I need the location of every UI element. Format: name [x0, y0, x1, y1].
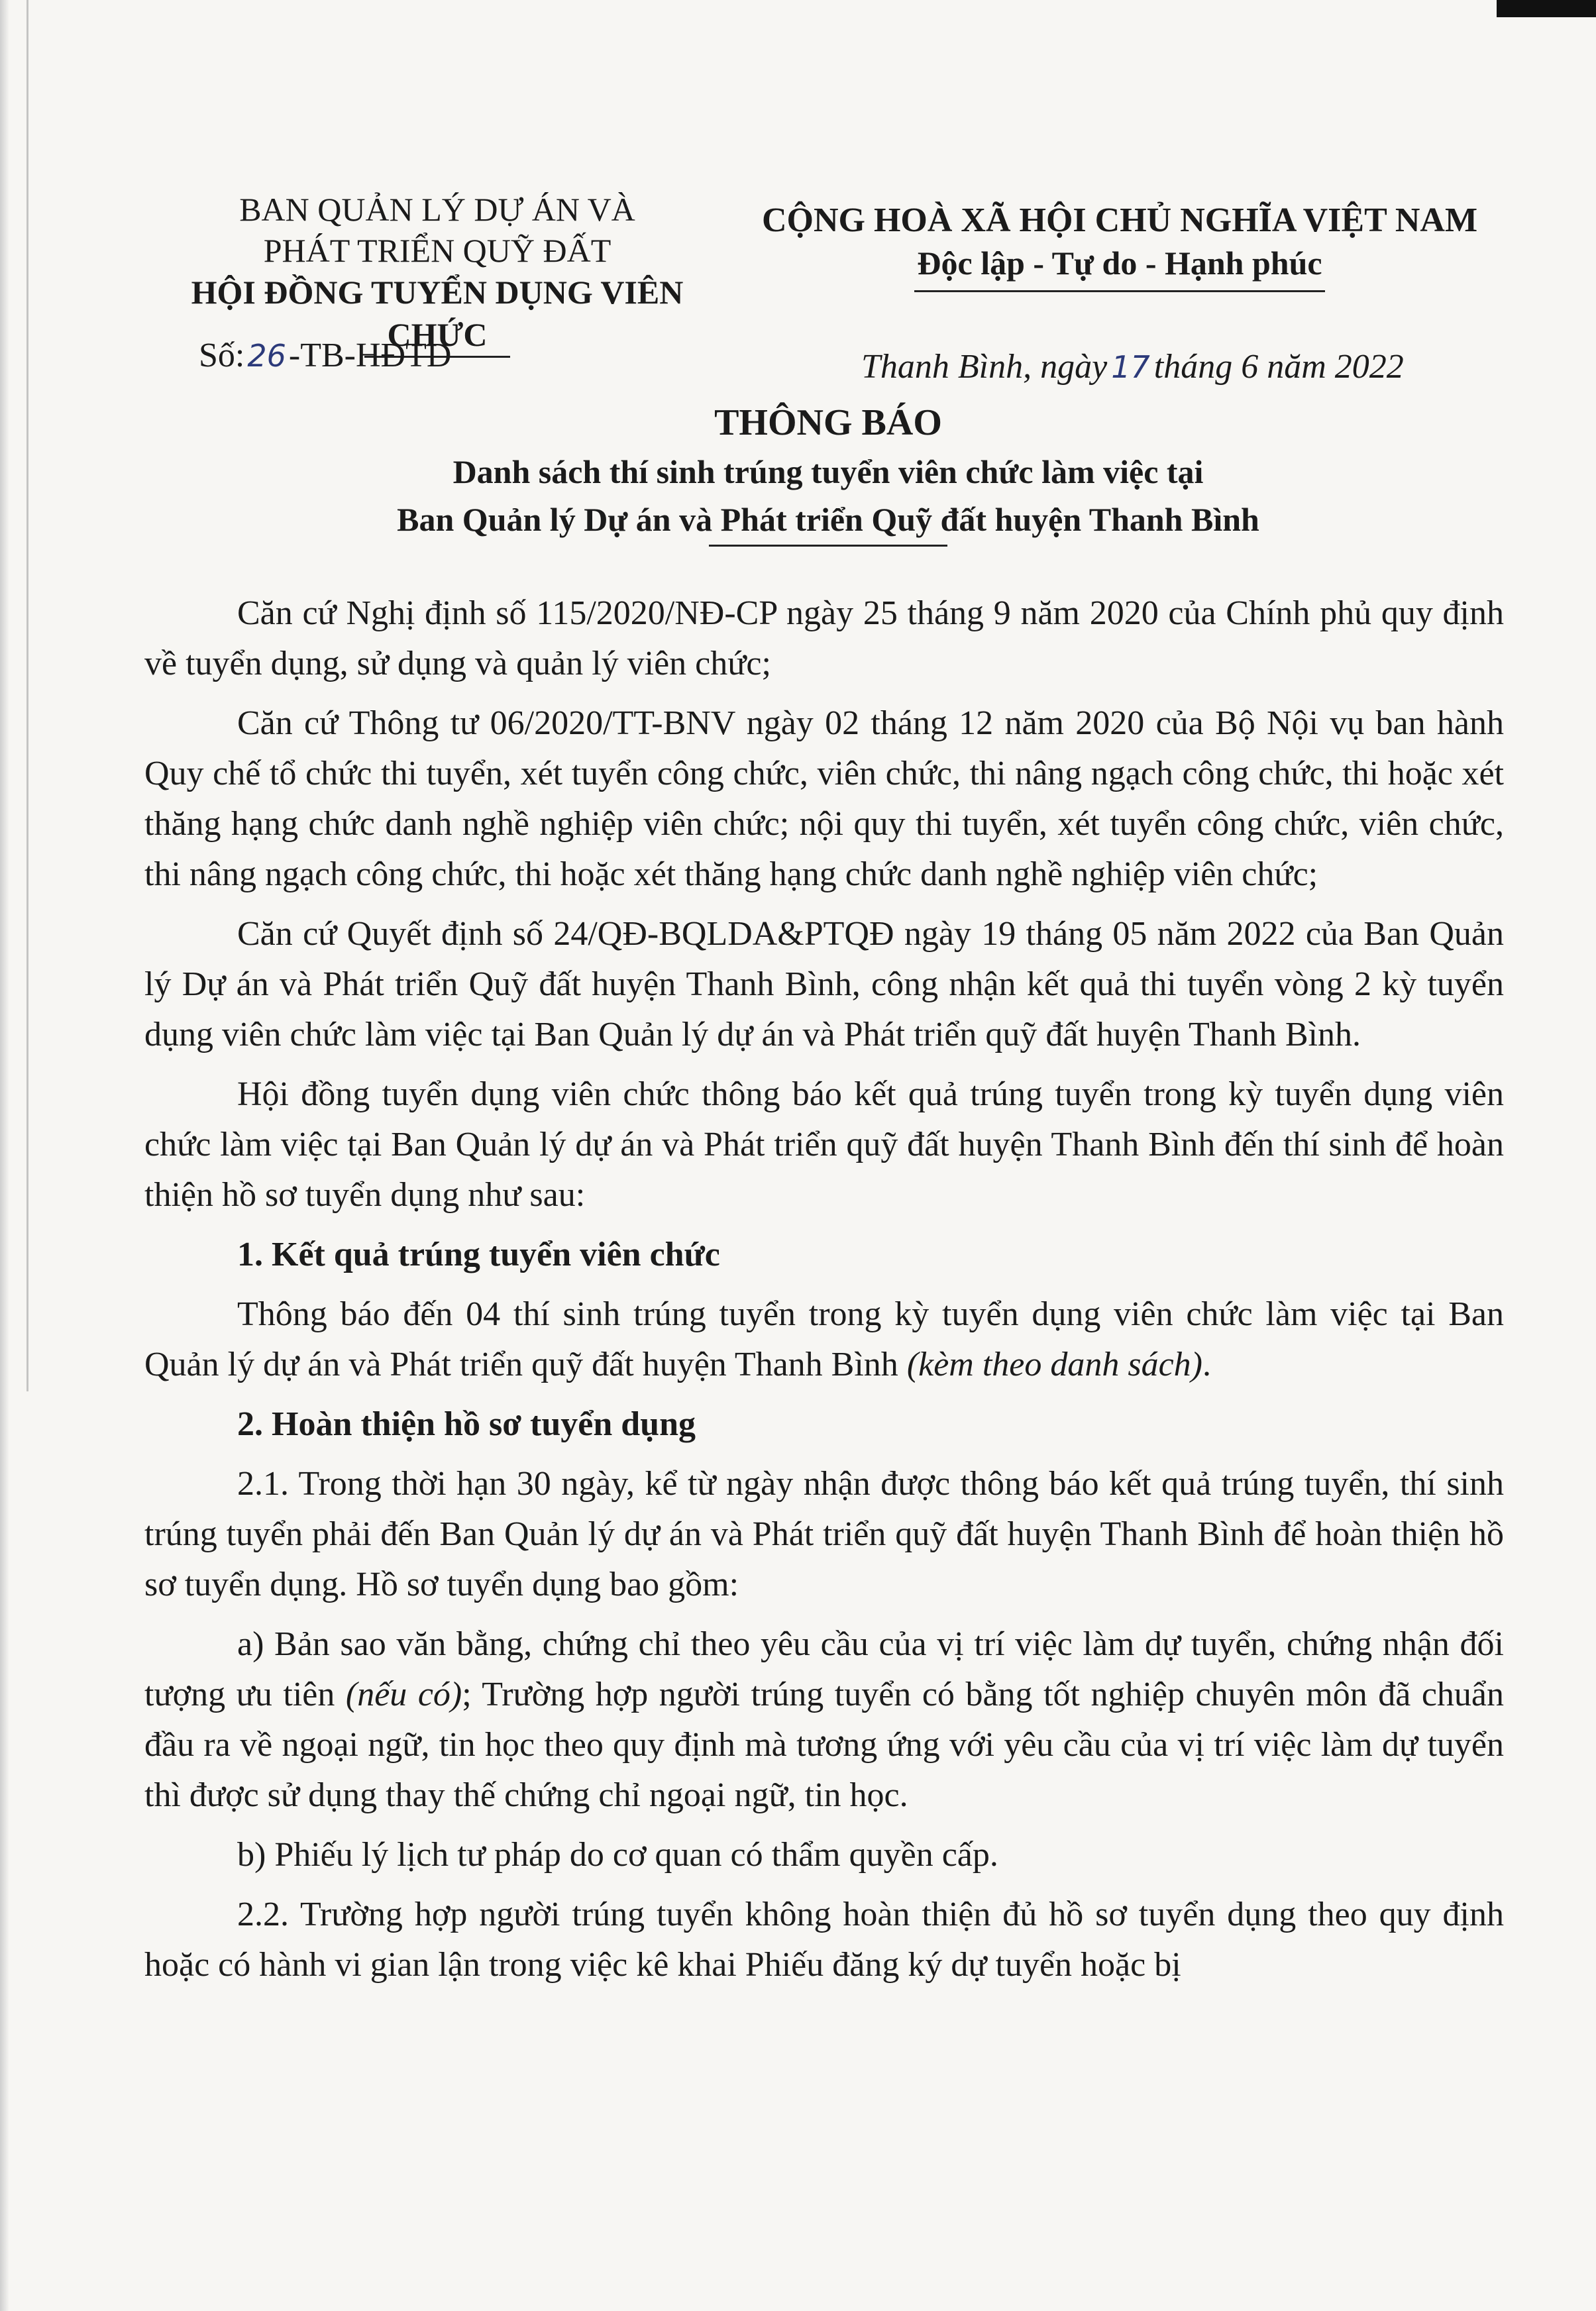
item-a-note: (nếu có): [345, 1676, 462, 1713]
paragraph-results: [144, 1289, 1504, 1390]
date-suffix: tháng 6 năm 2022: [1153, 348, 1404, 386]
council-name: HỘI ĐỒNG TUYỂN DỤNG VIÊN CHỨC: [191, 274, 684, 353]
title-sub-1: Danh sách thí sinh trúng tuyển viên chức làm việc tại: [452, 453, 1204, 490]
date-day-handwritten: 17: [1111, 349, 1150, 385]
title-main: THÔNG BÁO: [714, 402, 942, 443]
title-sub-2: Ban Quản lý Dự án và Phát triển Quỹ đất huyện Thanh Bình: [397, 501, 1259, 538]
paragraph-basis-2: Căn cứ Thông tư 06/2020/TT-BNV ngày 02 tháng 12 năm 2020 của Bộ Nội vụ ban hành Quy chế tổ chức thi tuyển, xét tuyển công chức, viên chức, thi nâng ngạch công chức, thi hoặc xét thăng hạng chức danh nghề nghiệp viên chức; nội quy thi tuyển, xét tuyển công chức, viên chức, thi nâng ngạch công chức, thi hoặc xét thăng hạng chức danh nghề nghiệp viên chức;: [144, 704, 1504, 893]
paragraph-2-2: 2.2. Trường hợp người trúng tuyển không hoàn thiện đủ hồ sơ tuyển dụng theo quy định hoặc có hành vi gian lận trong việc kê khai Phiếu đăng ký dự tuyển hoặc bị: [144, 1896, 1504, 1984]
agency-header: [146, 189, 729, 358]
place-date: [861, 346, 1404, 388]
scan-line: [27, 0, 28, 1391]
document-title: [146, 398, 1511, 547]
agency-line-2: PHÁT TRIỂN QUỸ ĐẤT: [263, 232, 612, 269]
so-prefix: Số:: [199, 337, 245, 374]
item-a-rest: ; Trường hợp người trúng tuyển có bằng tốt nghiệp chuyên môn đã chuẩn đầu ra về ngoại ngữ, tin học theo quy định mà tương ứng với yêu cầu của vị trí việc làm dự tuyển thì được sử dụng thay thế chứng chỉ ngoại ngữ, tin học.: [144, 1676, 1505, 1814]
item-a-text: a) Bản sao văn bằng, chứng chỉ theo yêu cầu của vị trí việc làm dự tuyển, chứng nhận đối tượng ưu tiên: [144, 1625, 1504, 1713]
results-text: Thông báo đến 04 thí sinh trúng tuyển trong kỳ tuyển dụng viên chức làm việc tại Ban Quản lý dự án và Phát triển quỹ đất huyện Thanh Bình: [144, 1295, 1504, 1383]
title-underline: [709, 545, 947, 547]
motto-underline: [914, 290, 1325, 292]
national-motto: Độc lập - Tự do - Hạnh phúc: [917, 244, 1322, 282]
date-prefix: Thanh Bình, ngày: [861, 348, 1108, 386]
paragraph-2-1-a: [144, 1619, 1504, 1821]
document-body: [144, 588, 1504, 2000]
results-note: (kèm theo danh sách): [906, 1346, 1203, 1383]
section-heading-2: 2. Hoàn thiện hồ sơ tuyển dụng: [237, 1405, 696, 1443]
so-number-handwritten: 26: [247, 338, 286, 374]
paragraph-basis-1: Căn cứ Nghị định số 115/2020/NĐ-CP ngày 25 tháng 9 năm 2020 của Chính phủ quy định về tuyển dụng, sử dụng và quản lý viên chức;: [144, 594, 1504, 682]
scan-edge: [0, 0, 9, 2311]
document-number: [199, 335, 451, 377]
paragraph-2-1-b: b) Phiếu lý lịch tư pháp do cơ quan có thẩm quyền cấp.: [237, 1836, 998, 1874]
so-suffix: -TB-HĐTD: [288, 337, 452, 374]
agency-line-1: BAN QUẢN LÝ DỰ ÁN VÀ: [239, 191, 635, 228]
paragraph-basis-3: Căn cứ Quyết định số 24/QĐ-BQLDA&PTQĐ ngày 19 tháng 05 năm 2022 của Ban Quản lý Dự án và Phát triển Quỹ đất huyện Thanh Bình, công nhận kết quả thi tuyển vòng 2 kỳ tuyển dụng viên chức làm việc tại Ban Quản lý dự án và Phát triển quỹ đất huyện Thanh Bình.: [144, 915, 1504, 1053]
results-end: .: [1202, 1346, 1212, 1383]
paragraph-intro: Hội đồng tuyển dụng viên chức thông báo kết quả trúng tuyển trong kỳ tuyển dụng viên chức làm việc tại Ban Quản lý dự án và Phát triển quỹ đất huyện Thanh Bình đến thí sinh để hoàn thiện hồ sơ tuyển dụng như sau:: [144, 1075, 1504, 1214]
national-header: [729, 199, 1511, 292]
section-heading-1: 1. Kết quả trúng tuyển viên chức: [237, 1236, 720, 1273]
scan-corner: [1497, 0, 1596, 17]
paragraph-2-1: 2.1. Trong thời hạn 30 ngày, kể từ ngày nhận được thông báo kết quả trúng tuyển, thí sinh trúng tuyển phải đến Ban Quản lý dự án và Phát triển quỹ đất huyện Thanh Bình để hoàn thiện hồ sơ tuyển dụng. Hồ sơ tuyển dụng bao gồm:: [144, 1465, 1504, 1603]
nation-name: CỘNG HOÀ XÃ HỘI CHỦ NGHĨA VIỆT NAM: [761, 201, 1478, 239]
